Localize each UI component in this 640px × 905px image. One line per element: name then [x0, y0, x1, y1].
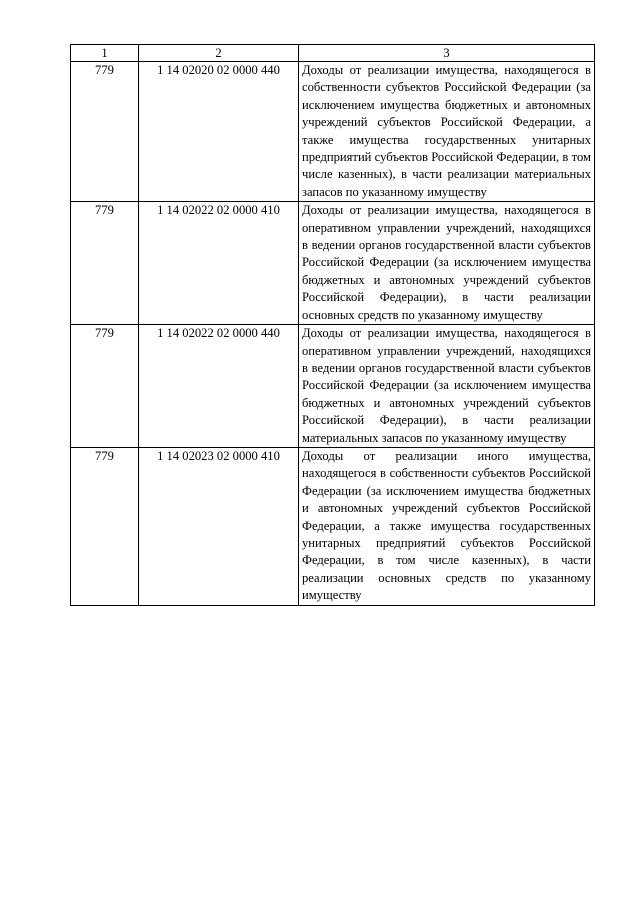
column-number-1: 1 [71, 45, 139, 62]
admin-code-cell: 779 [71, 202, 139, 325]
admin-code-cell: 779 [71, 447, 139, 605]
column-number-3: 3 [299, 45, 595, 62]
column-number-2: 2 [139, 45, 299, 62]
revenue-description-cell: Доходы от реализации имущества, находящегося в оперативном управлении учреждений, находящихся в ведении органов государственной власти субъектов Российской Федерации (за исключением имущества бюджетных и автономных учреждений субъектов Российской Федерации), в части реализации основных средств по указанному имуществу [299, 202, 595, 325]
budget-classification-code-cell: 1 14 02022 02 0000 410 [139, 202, 299, 325]
table-row [71, 447, 595, 605]
budget-classification-code-cell: 1 14 02022 02 0000 440 [139, 325, 299, 448]
table-header-row [71, 45, 595, 62]
revenue-description-cell: Доходы от реализации имущества, находящегося в оперативном управлении учреждений, находящихся в ведении органов государственной власти субъектов Российской Федерации (за исключением имущества бюджетных и автономных учреждений субъектов Российской Федерации), в части реализации материальных запасов по указанному имуществу [299, 325, 595, 448]
admin-code-cell: 779 [71, 62, 139, 202]
budget-classification-code-cell: 1 14 02020 02 0000 440 [139, 62, 299, 202]
admin-code-cell: 779 [71, 325, 139, 448]
revenue-description-cell: Доходы от реализации иного имущества, находящегося в собственности субъектов Российской Федерации (за исключением имущества бюджетных и автономных учреждений субъектов Российской Федерации, а также имущества государственных унитарных предприятий субъектов Российской Федерации, в том числе казенных), в части реализации основных средств по указанному имуществу [299, 447, 595, 605]
table-row [71, 202, 595, 325]
revenue-description-cell: Доходы от реализации имущества, находящегося в собственности субъектов Российской Федерации (за исключением имущества бюджетных и автономных учреждений субъектов Российской Федерации, а также имущества государственных унитарных предприятий субъектов Российской Федерации, в том числе казенных), в части реализации материальных запасов по указанному имуществу [299, 62, 595, 202]
table-row [71, 62, 595, 202]
revenue-code-table [70, 44, 595, 606]
table-row [71, 325, 595, 448]
budget-classification-code-cell: 1 14 02023 02 0000 410 [139, 447, 299, 605]
